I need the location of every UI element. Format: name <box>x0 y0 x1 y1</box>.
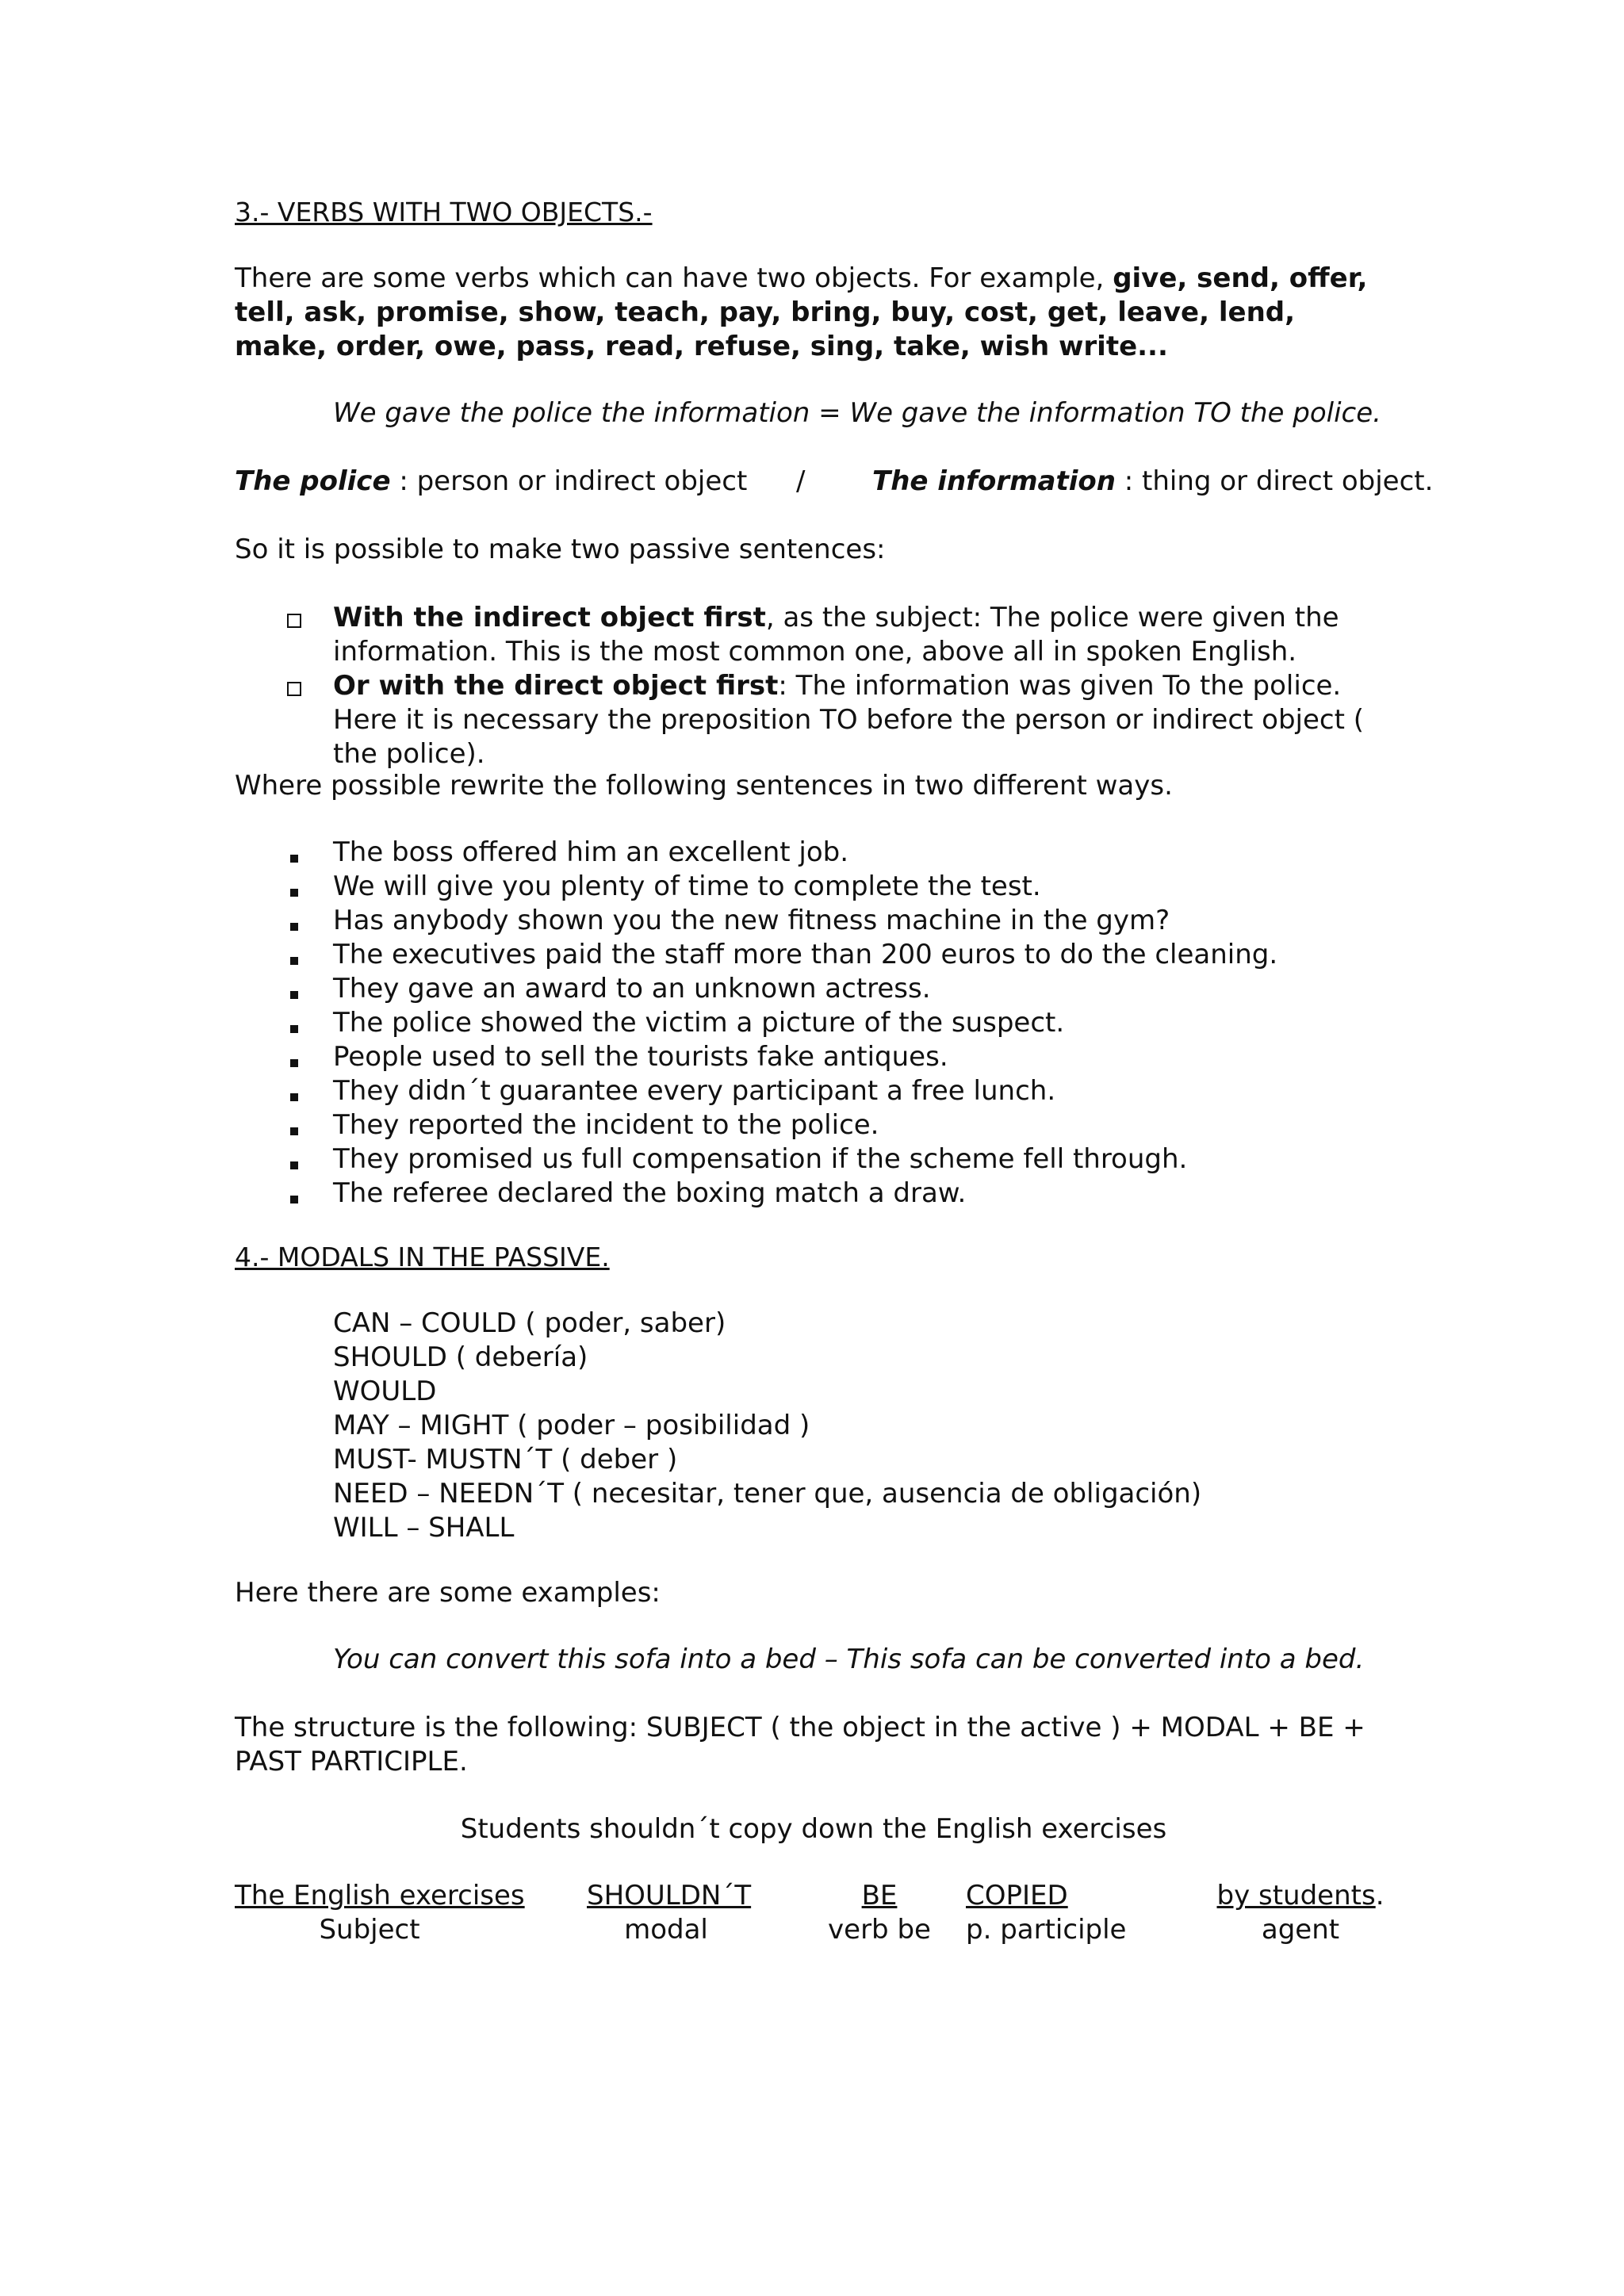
modal-example: You can convert this sofa into a bed – This sofa can be converted into a bed. <box>333 1644 1365 1675</box>
checkbox-bullet-icon <box>285 612 333 631</box>
square-bullet-icon <box>285 1188 333 1207</box>
option-text: , as the subject: The police were given the information. This is the most common one, above all in spoken English. <box>333 602 1339 668</box>
intro-text: There are some verbs which can have two objects. For example, <box>235 262 1113 294</box>
exercise-text: The police showed the victim a picture of the suspect. <box>333 1007 1065 1039</box>
breakdown-agent <box>1205 1879 1396 1947</box>
breakdown-subject <box>235 1879 525 1947</box>
def-police-term: The police <box>235 465 391 497</box>
agent-word: by students <box>1216 1880 1376 1911</box>
intro-verbs: give, send, offer, tell, ask, promise, show, teach, pay, bring, buy, cost, get, leave, lend, make, order, owe, pass, read, refuse, sing, take, wish write... <box>235 262 1368 362</box>
breakdown-word: COPIED <box>966 1880 1068 1911</box>
def-info-term: The information <box>872 465 1116 497</box>
exercise-list <box>285 836 1396 1211</box>
square-bullet-icon <box>285 983 333 1002</box>
def-separator: / <box>796 465 806 497</box>
examples-intro: Here there are some examples: <box>235 1577 661 1609</box>
section-4-heading: 4.- MODALS IN THE PASSIVE. <box>235 1242 610 1272</box>
list-item <box>285 1108 1396 1142</box>
object-definitions <box>235 465 1434 499</box>
checkbox-bullet-icon <box>285 680 333 699</box>
exercise-text: They reported the incident to the police. <box>333 1109 879 1141</box>
breakdown-word: SHOULDN´T <box>587 1880 752 1911</box>
def-police-text: : person or indirect object <box>390 465 748 497</box>
option-label: With the indirect object first <box>333 602 766 633</box>
list-item <box>285 1177 1396 1211</box>
possible-text: So it is possible to make two passive sentences: <box>235 534 886 565</box>
structure-text: The structure is the following: SUBJECT ( the object in the active ) + MODAL + BE + PAST PARTICIPLE. <box>235 1712 1365 1777</box>
exercise-text: They gave an award to an unknown actress. <box>333 973 931 1004</box>
square-bullet-icon <box>285 847 333 866</box>
exercise-text: The executives paid the staff more than 200 euros to do the cleaning. <box>333 939 1278 970</box>
list-item <box>285 938 1396 972</box>
modal-item: NEED – NEEDN´T ( necesitar, tener que, ausencia de obligación) <box>333 1478 1202 1510</box>
modal-item: WILL – SHALL <box>333 1512 515 1544</box>
modal-item: MAY – MIGHT ( poder – posibilidad ) <box>333 1410 810 1441</box>
square-bullet-icon <box>285 1154 333 1173</box>
square-bullet-icon <box>285 1119 333 1138</box>
option-text: : The information was given To the police. Here it is necessary the preposition TO before the person or indirect object ( the police). <box>333 670 1365 770</box>
breakdown-role: verb be <box>828 1914 931 1946</box>
exercise-text: They didn´t guarantee every participant a free lunch. <box>333 1075 1056 1107</box>
square-bullet-icon <box>285 1017 333 1036</box>
exercise-text: They promised us full compensation if the scheme fell through. <box>333 1143 1188 1175</box>
breakdown-word: BE <box>861 1880 898 1911</box>
agent-period: . <box>1375 1880 1385 1911</box>
modal-item: MUST- MUSTN´T ( deber ) <box>333 1444 678 1475</box>
breakdown-role: modal <box>624 1914 708 1946</box>
exercise-text: The referee declared the boxing match a draw. <box>333 1177 967 1209</box>
exercise-text: Has anybody shown you the new fitness machine in the gym? <box>333 905 1170 936</box>
breakdown-word: The English exercises <box>235 1880 525 1911</box>
list-item <box>285 1074 1396 1108</box>
square-bullet-icon <box>285 1051 333 1070</box>
passive-options-list <box>285 601 1396 771</box>
example-sentence: We gave the police the information = We gave the information TO the police. <box>333 397 1381 429</box>
list-item <box>285 870 1396 904</box>
list-item <box>285 836 1396 870</box>
modal-item: CAN – COULD ( poder, saber) <box>333 1307 726 1339</box>
list-item <box>285 904 1396 938</box>
modal-item: SHOULD ( debería) <box>333 1341 588 1373</box>
option-label: Or with the direct object first <box>333 670 779 702</box>
intro-paragraph <box>235 262 1392 364</box>
list-item <box>285 1006 1396 1040</box>
square-bullet-icon <box>285 915 333 934</box>
breakdown-role: agent <box>1261 1914 1340 1946</box>
section-3-heading: 3.- VERBS WITH TWO OBJECTS.- <box>235 197 653 228</box>
option-direct-first <box>285 669 1396 771</box>
exercise-text: We will give you plenty of time to complete the test. <box>333 871 1041 902</box>
exercise-intro: Where possible rewrite the following sentences in two different ways. <box>235 770 1173 802</box>
list-item <box>285 1040 1396 1074</box>
def-info <box>872 465 1433 499</box>
breakdown-modal <box>587 1879 752 1947</box>
modal-item: WOULD <box>333 1376 437 1407</box>
option-indirect-first <box>285 601 1396 669</box>
breakdown-role: p. participle <box>966 1914 1127 1946</box>
list-item <box>285 972 1396 1006</box>
square-bullet-icon <box>285 949 333 968</box>
breakdown-participle <box>966 1879 1140 1947</box>
list-item <box>285 1142 1396 1177</box>
square-bullet-icon <box>285 881 333 900</box>
exercise-text: People used to sell the tourists fake antiques. <box>333 1041 948 1073</box>
exercise-text: The boss offered him an excellent job. <box>333 836 849 868</box>
breakdown-be <box>820 1879 939 1947</box>
def-info-text: : thing or direct object. <box>1115 465 1434 497</box>
sample-sentence: Students shouldn´t copy down the English exercises <box>460 1813 1167 1845</box>
modals-list <box>333 1307 1201 1545</box>
breakdown-role: Subject <box>319 1914 420 1946</box>
breakdown-word <box>1205 1879 1396 1913</box>
square-bullet-icon <box>285 1085 333 1104</box>
